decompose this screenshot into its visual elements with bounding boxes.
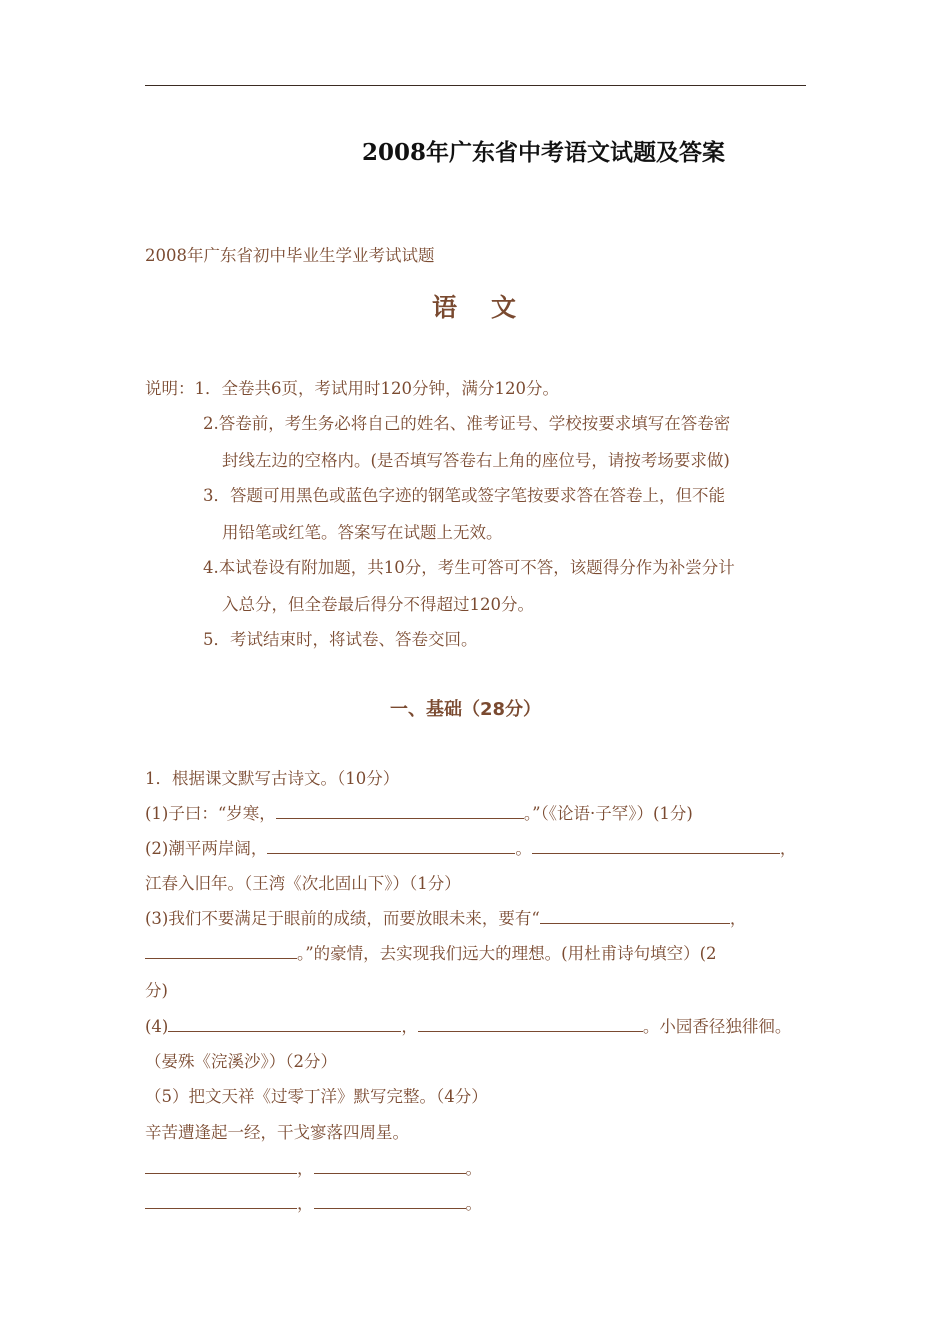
q1-2-text-c: ，	[779, 839, 797, 858]
answer-blank[interactable]	[145, 1193, 297, 1209]
question-1-heading: 1．根据课文默写古诗文。（10分）	[145, 769, 400, 788]
question-1-5-blank-line-1	[145, 1158, 482, 1180]
q1-2-text-b: 。	[515, 839, 532, 858]
question-1-5-given-line: 辛苦遭逢起一经，干戈寥落四周星。	[145, 1123, 409, 1142]
question-1-1	[145, 803, 693, 825]
instruction-item-3-cont: 用铅笔或红笔。答案写在试题上无效。	[222, 523, 503, 542]
q1-3-text-b: ，	[729, 909, 747, 928]
q1-4-text-c: 。小园香径独徘徊。	[642, 1017, 792, 1036]
q1-5-text-d: 。	[465, 1159, 482, 1178]
question-1-2	[145, 838, 796, 860]
question-1-5: （5）把文天祥《过零丁洋》默写完整。（4分）	[145, 1087, 488, 1106]
answer-blank[interactable]	[540, 908, 730, 924]
q1-3-text-a: (3)我们不要满足于眼前的成绩，而要放眼未来，要有“	[145, 909, 540, 928]
answer-blank[interactable]	[168, 1016, 401, 1032]
answer-blank[interactable]	[145, 943, 297, 959]
instruction-item-1: 1．全卷共6页，考试用时120分钟，满分120分。	[194, 379, 559, 398]
question-1-3-cont	[145, 943, 717, 965]
document-title: 2008年广东省中考语文试题及答案	[362, 139, 726, 166]
exam-name: 2008年广东省初中毕业生学业考试试题	[145, 246, 435, 265]
q1-3-text-c: 。”的豪情，去实现我们远大的理想。(用杜甫诗句填空）(2	[297, 944, 717, 963]
question-1-4	[145, 1016, 791, 1038]
q1-5-text-c: ，	[297, 1159, 314, 1178]
answer-blank[interactable]	[314, 1193, 466, 1209]
answer-blank[interactable]	[532, 838, 780, 854]
q1-5-text-f: 。	[465, 1194, 482, 1213]
answer-blank[interactable]	[145, 1158, 297, 1174]
instruction-item-4: 4.本试卷设有附加题，共10分，考生可答可不答，该题得分作为补尝分计	[203, 558, 735, 577]
instruction-item-5: 5．考试结束时，将试卷、答卷交回。	[203, 630, 478, 649]
instruction-item-4-cont: 入总分，但全卷最后得分不得超过120分。	[222, 595, 534, 614]
instructions-label: 说明：	[145, 379, 195, 398]
instruction-item-2-cont: 封线左边的空格内。(是否填写答卷右上角的座位号，请按考场要求做)	[222, 451, 730, 470]
q1-2-text-a: (2)潮平两岸阔，	[145, 839, 268, 858]
q1-4-text-a: (4)	[145, 1017, 169, 1036]
instructions-line-1	[145, 378, 559, 400]
section-heading: 一、基础（28分）	[390, 699, 542, 720]
answer-blank[interactable]	[276, 803, 524, 819]
answer-blank[interactable]	[418, 1016, 643, 1032]
instruction-item-2: 2.答卷前，考生务必将自己的姓名、准考证号、学校按要求填写在答卷密	[203, 414, 731, 433]
answer-blank[interactable]	[267, 838, 515, 854]
q1-4-text-b: ，	[401, 1017, 418, 1036]
answer-blank[interactable]	[314, 1158, 466, 1174]
q1-5-text-e: ，	[297, 1194, 314, 1213]
subject-title: 语文	[432, 293, 551, 322]
question-1-4-cont: （晏殊《浣溪沙》）（2分）	[145, 1052, 337, 1071]
header-rule	[145, 85, 806, 86]
question-1-2-cont: 江春入旧年。（王湾《次北固山下》）（1分）	[145, 874, 461, 893]
q1-1-text-b: 。”（《论语·子罕》）(1分)	[523, 804, 693, 823]
q1-1-text-a: (1)子曰：“岁寒，	[145, 804, 276, 823]
question-1-3-end: 分)	[145, 981, 168, 1000]
question-1-5-blank-line-2	[145, 1193, 482, 1215]
question-1-3	[145, 908, 746, 930]
instruction-item-3: 3．答题可用黑色或蓝色字迹的钢笔或签字笔按要求答在答卷上，但不能	[203, 486, 725, 505]
